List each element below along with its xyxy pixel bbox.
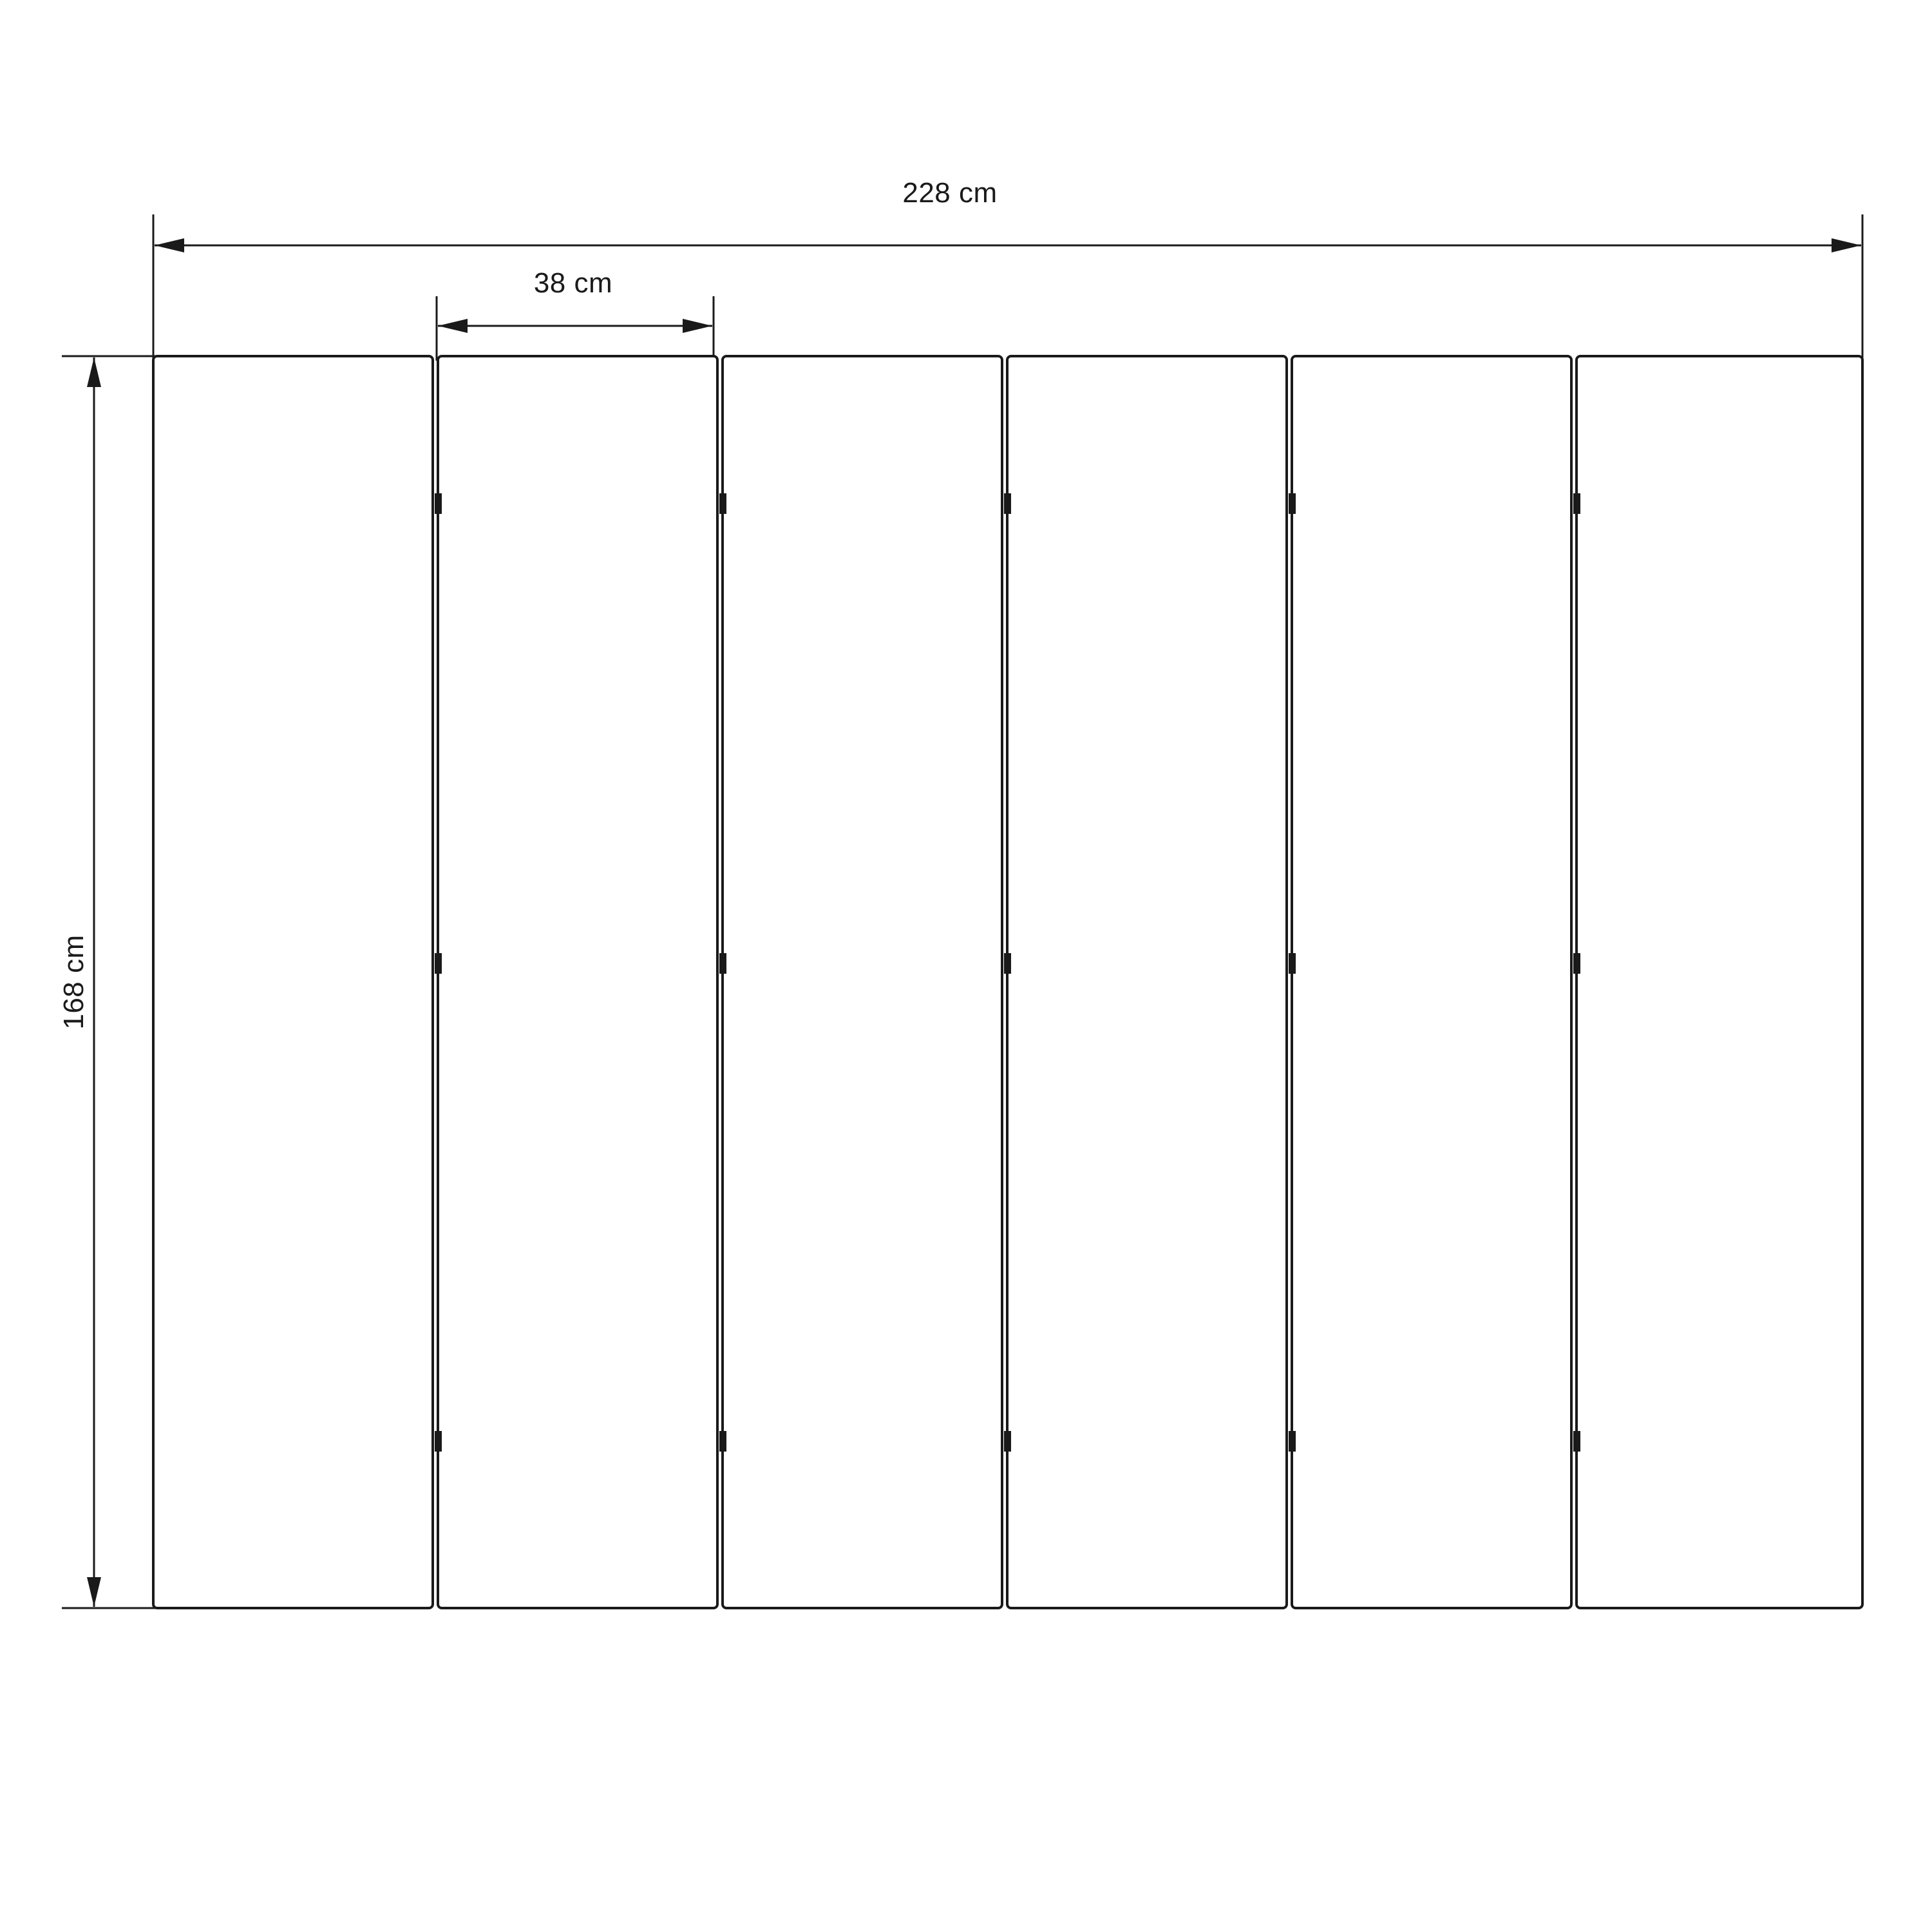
hinge-icon — [1289, 493, 1296, 514]
hinge-icon — [1573, 953, 1580, 974]
panel-4[interactable] — [1007, 356, 1287, 1608]
dimension-total-width — [153, 214, 1862, 361]
hinge-icon — [1004, 1431, 1011, 1452]
panel-2[interactable] — [438, 356, 717, 1608]
hinge-icon — [1289, 1431, 1296, 1452]
hinge-icon — [1573, 1431, 1580, 1452]
panel-6[interactable] — [1577, 356, 1862, 1608]
panel-group — [153, 356, 1862, 1608]
hinge-icon — [1004, 493, 1011, 514]
hinge-icon — [1289, 953, 1296, 974]
panel-width-label: 38 cm — [533, 267, 613, 299]
total-height-label: 168 cm — [58, 934, 90, 1030]
arrowhead-right — [1832, 238, 1861, 252]
hinge-icon — [435, 1431, 442, 1452]
arrowhead-bottom — [87, 1577, 101, 1607]
total-width-label: 228 cm — [902, 177, 998, 209]
hinge-icon — [1004, 953, 1011, 974]
hinge-icon — [719, 493, 726, 514]
panel-5[interactable] — [1292, 356, 1571, 1608]
arrowhead-left — [438, 319, 468, 333]
hinge-icon — [435, 953, 442, 974]
hinge-icon — [435, 493, 442, 514]
panel-1[interactable] — [153, 356, 433, 1608]
dimension-panel-width — [437, 296, 714, 361]
arrowhead-right — [683, 319, 712, 333]
arrowhead-left — [155, 238, 184, 252]
panel-3[interactable] — [723, 356, 1002, 1608]
hinge-icon — [719, 953, 726, 974]
hinge-icon — [1573, 493, 1580, 514]
hinge-icon — [719, 1431, 726, 1452]
arrowhead-top — [87, 357, 101, 387]
